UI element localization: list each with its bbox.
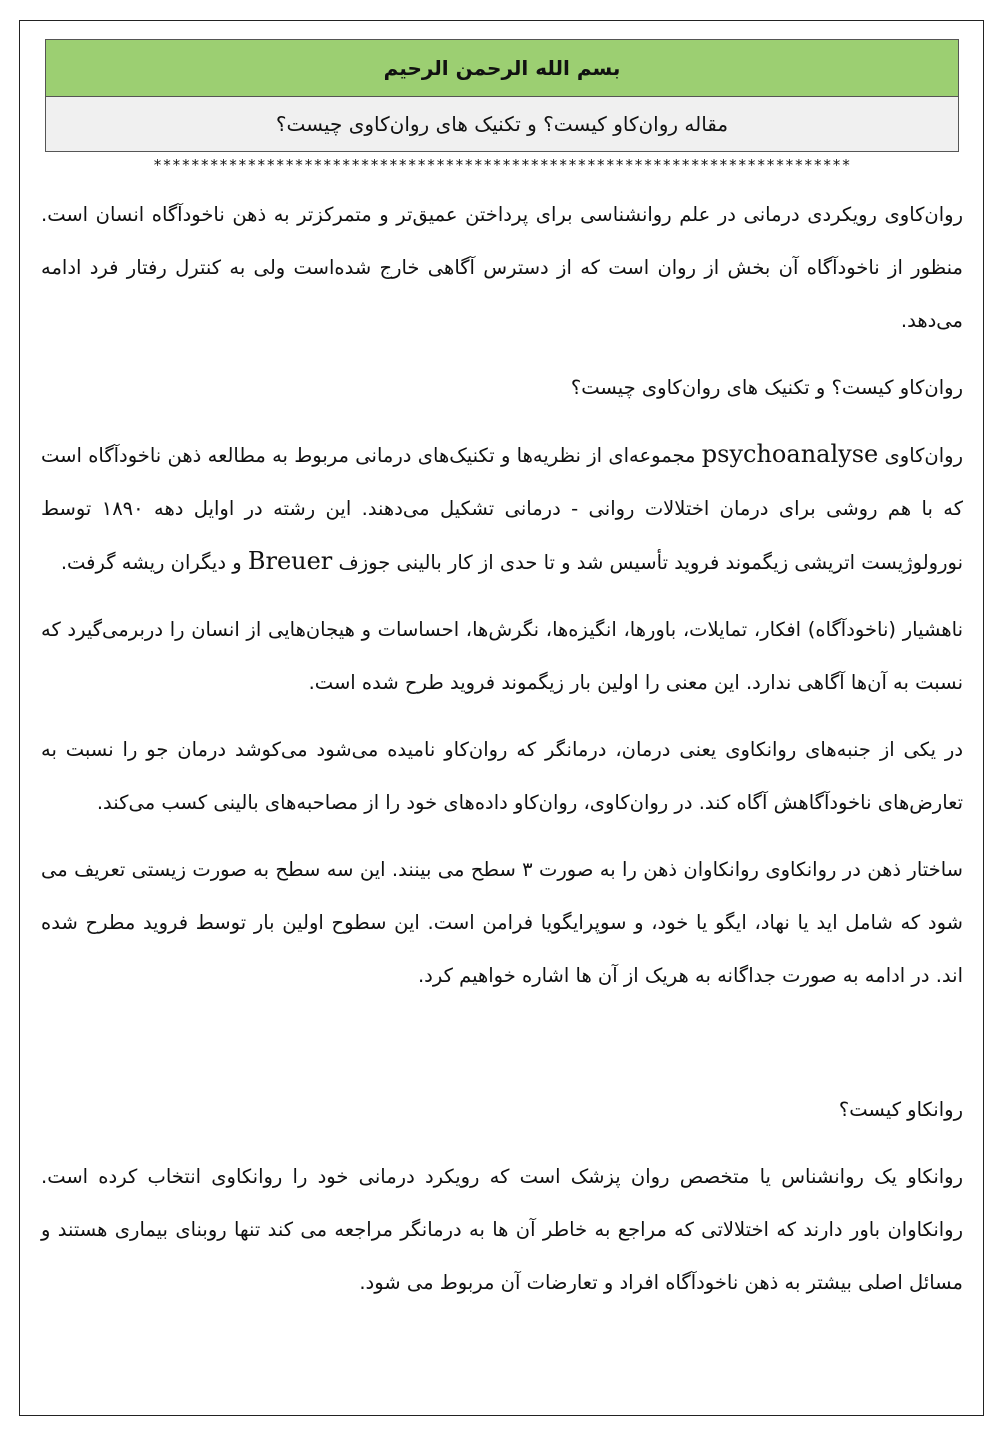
psychoanalyst-paragraph: روانکاو یک روانشناس یا متخصص روان پزشک است که رویکرد درمانی خود را روانکاوی انتخاب کرده است. روانکاوان باور دارند که اختلالاتی که مراجع به خاطر آن ها به درمانگر مراجعه می کند تنها روبنای بیماری هستند و مسائل اصلی بیشتر به ذهن ناخودآگاه افراد و تعارضات آن مربوط می شود. [41, 1165, 963, 1294]
blank-line [41, 1016, 963, 1083]
therapy-paragraph: در یکی از جنبه‌های روانکاوی یعنی درمان، درمانگر که روان‌کاو نامیده می‌شود می‌کوشد درمان جو را نسبت به تعارض‌های ناخودآگاهش آگاه کند. در روان‌کاوی، روان‌کاو داده‌های خود را از مصاحبه‌های بالینی کسب می‌کند. [41, 738, 963, 814]
intro-paragraph: روان‌کاوی رویکردی درمانی در علم روانشناسی برای پرداختن عمیق‌تر و متمرکزتر به ذهن ناخودآگاه انسان است. منظور از ناخودآگاه آن بخش از روان است که از دسترس آگاهی خارج شده‌است ولی به کنترل رفتار فرد ادامه می‌دهد. [41, 203, 963, 332]
section-heading: روانکاو کیست؟ [838, 1098, 963, 1121]
definition-text-end: و دیگران ریشه گرفت. [60, 551, 242, 574]
latin-term: psychoanalyse [701, 440, 879, 468]
page-title: بسم الله الرحمن الرحیم [46, 40, 959, 97]
definition-text-middle: مجموعه‌ای از نظریه‌ها و تکنیک‌های درمانی مربوط به مطالعه ذهن ناخودآگاه است که با هم روشی برای درمان اختلالات روانی - درمانی تشکیل می‌دهند. این رشته در اوایل دهه ۱۸۹۰ توسط نورولوژیست اتریشی زیگموند فروید تأسیس شد و تا حدی از کار بالینی جوزف [41, 444, 963, 574]
header-table [45, 39, 959, 152]
separator-line: ************************************************************************** [153, 156, 851, 174]
latin-name: Breuer [247, 547, 333, 575]
section-heading: روان‌کاو کیست؟ و تکنیک های روان‌کاوی چیست؟ [570, 376, 963, 399]
definition-text-start: روان‌کاوی [884, 444, 963, 467]
mind-structure-paragraph: ساختار ذهن در روانکاوی روانکاوان ذهن را به صورت ۳ سطح می بینند. این سه سطح به صورت زیستی تعریف می شود که شامل اید یا نهاد، ایگو یا خود، و سوپرایگویا فرامن است. این سطوح اولین بار توسط فروید مطرح شده اند. در ادامه به صورت جداگانه به هریک از آن ها اشاره خواهیم کرد. [41, 858, 964, 987]
definition-paragraph [41, 428, 963, 589]
article-title: مقاله روان‌کاو کیست؟ و تکنیک های روان‌کاوی چیست؟ [46, 97, 959, 152]
article-body [41, 188, 963, 1323]
unconscious-paragraph: ناهشیار (ناخودآگاه) افکار، تمایلات، باورها، انگیزه‌ها، نگرش‌ها، احساسات و هیجان‌هایی از انسان را دربرمی‌گیرد که نسبت به آن‌ها آگاهی ندارد. این معنی را اولین بار زیگموند فروید طرح شده است. [41, 618, 963, 694]
